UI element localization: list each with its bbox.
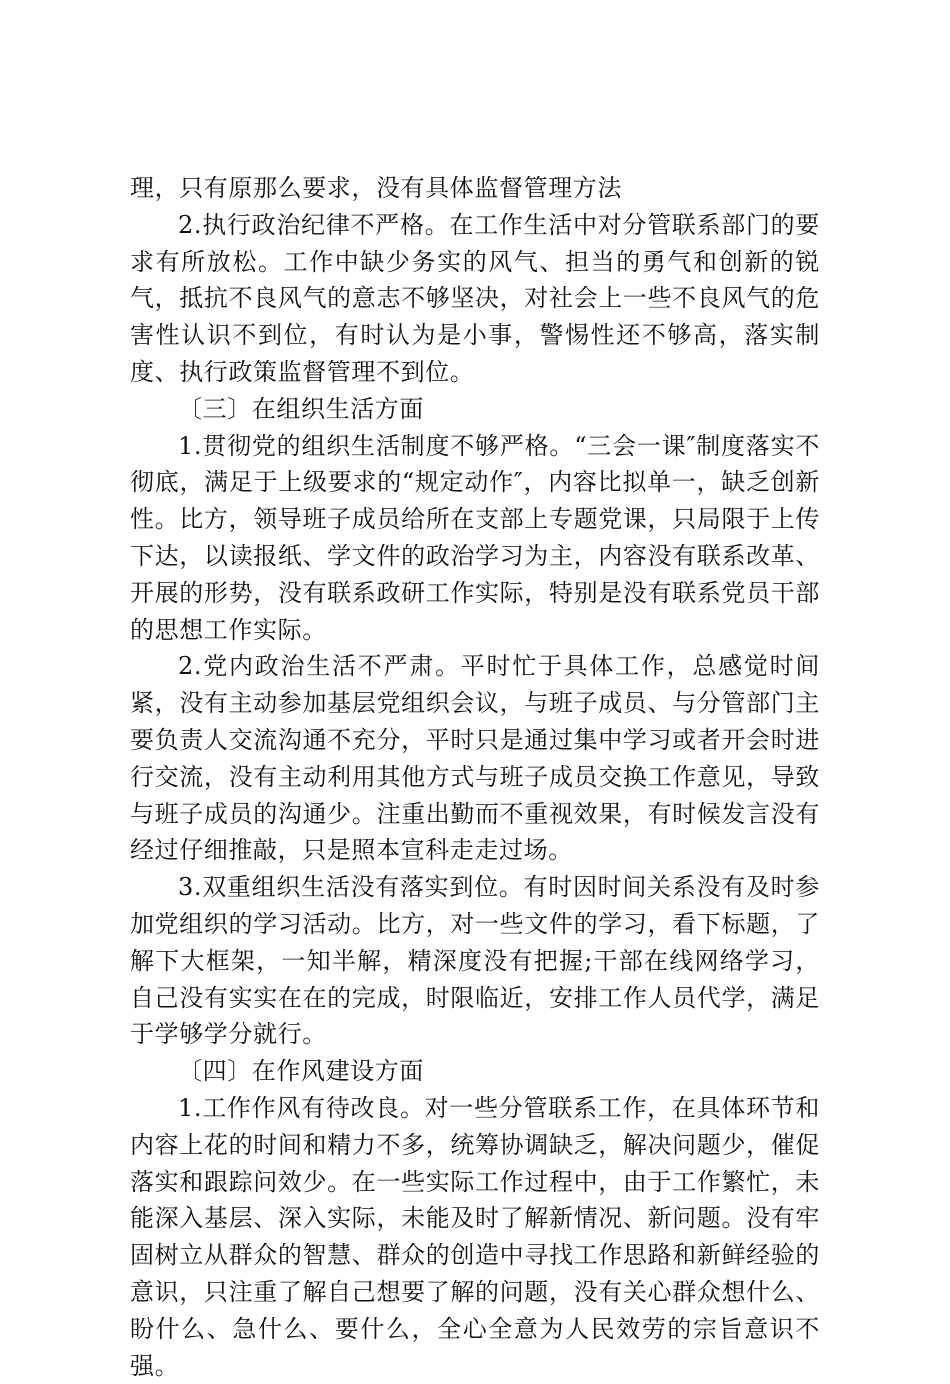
paragraph-continuation: 理，只有原那么要求，没有具体监督管理方法 <box>130 174 622 202</box>
paragraph-work-style: 1.工作作风有待改良。对一些分管联系工作，在具体环节和内容上花的时间和精力不多，统筹协调缺乏，解决问题少，催促落实和跟踪问效少。在一些实际工作过程中，由于工作繁忙，未能深入基层、深入实际，未能及时了解新情况、新问题。没有牢固树立从群众的智慧、群众的创造中寻找工作思路和新鲜经验的意识，只注重了解自己想要了解的问题，没有关心群众想什么、盼什么、急什么、要什么，全心全意为人民效劳的宗旨意识不强。 <box>130 1093 820 1380</box>
paragraph-dual-organization-life: 3.双重组织生活没有落实到位。有时因时间关系没有及时参加党组织的学习活动。比方，对一些文件的学习，看下标题，了解下大框架，一知半解，精深度没有把握;干部在线网络学习，自己没有实实在在的完成，时限临近，安排工作人员代学，满足于学够学分就行。 <box>130 873 820 1049</box>
section-heading-organization-life: 〔三〕在组织生活方面 <box>178 394 424 423</box>
paragraph-political-life: 2.党内政治生活不严肃。平时忙于具体工作，总感觉时间紧，没有主动参加基层党组织会议，与班子成员、与分管部门主要负责人交流沟通不充分，平时只是通过集中学习或者开会时进行交流，没有主动利用其他方式与班子成员交换工作意见，导致与班子成员的沟通少。注重出勤而不重视效果，有时候发言没有经过仔细推敲，只是照本宣科走走过场。 <box>130 652 820 865</box>
paragraph-organization-system: 1.贯彻党的组织生活制度不够严格。“三会一课″制度落实不彻底，满足于上级要求的“规定动作″，内容比拟单一，缺乏创新性。比方，领导班子成员给所在支部上专题党课，只局限于上传下达，以读报纸、学文件的政治学习为主，内容没有联系改革、开展的形势，没有联系政研工作实际，特别是没有联系党员干部的思想工作实际。 <box>130 431 820 644</box>
paragraph-political-discipline: 2.执行政治纪律不严格。在工作生活中对分管联系部门的要求有所放松。工作中缺少务实的风气、担当的勇气和创新的锐气，抵抗不良风气的意志不够坚决，对社会上一些不良风气的危害性认识不到位，有时认为是小事，警惕性还不够高，落实制度、执行政策监督管理不到位。 <box>130 210 820 386</box>
section-heading-work-style: 〔四〕在作风建设方面 <box>178 1057 424 1086</box>
document-body <box>130 170 820 1384</box>
